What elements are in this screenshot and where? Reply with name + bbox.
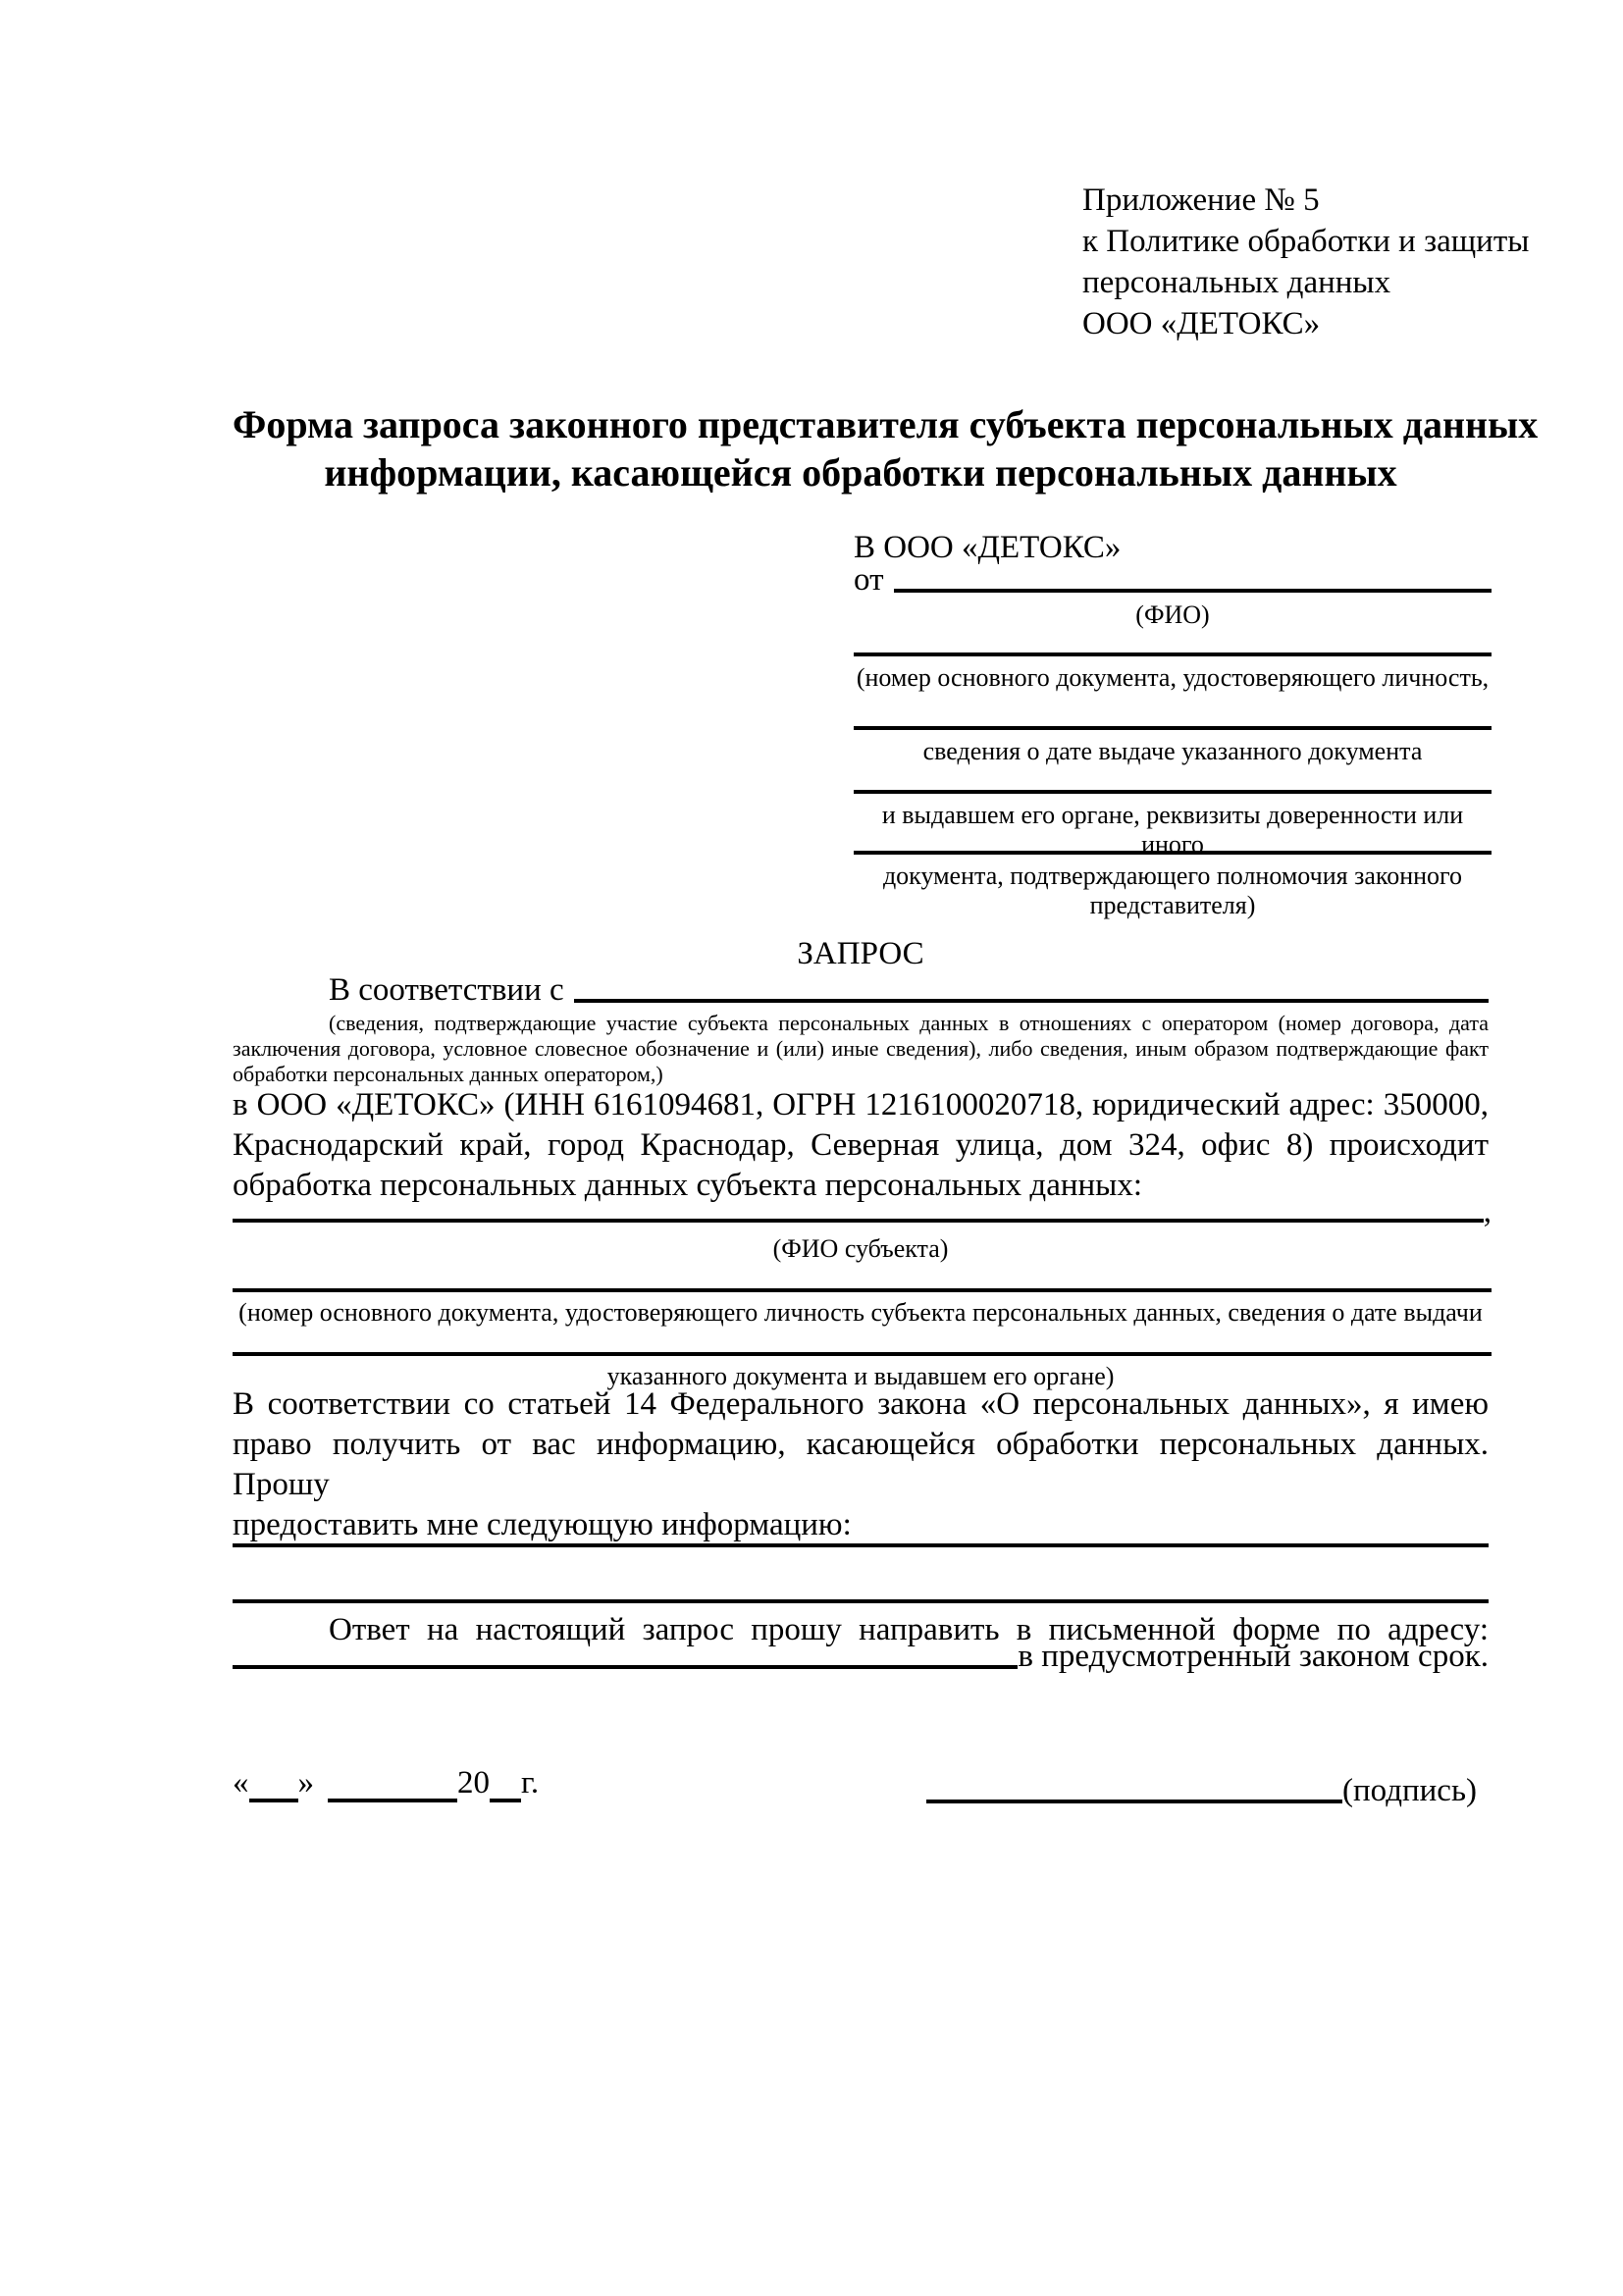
request-heading: ЗАПРОС [797, 936, 924, 971]
operator-paragraph-line: Краснодарский край, город Краснодар, Северная улица, дом 324, офис 8) происходит [233, 1127, 1489, 1163]
fio-blank-line [894, 589, 1492, 593]
signature-caption: (подпись) [1342, 1773, 1477, 1808]
date-month-blank [328, 1765, 457, 1802]
answer-line: Ответ на настоящий запрос прошу направить в письменной форме по адресу: [329, 1612, 1489, 1647]
from-row [854, 561, 1492, 599]
signature-row [926, 1766, 1477, 1809]
blank-caption: (номер основного документа, удостоверяющего личность, [856, 663, 1490, 692]
appendix-note-line: к Политике обработки и защиты [1082, 224, 1530, 259]
rights-paragraph-line: В соответствии со статьей 14 Федерального закона «О персональных данных», я имею [233, 1386, 1489, 1422]
blank-line [854, 726, 1492, 730]
answer-tail: в предусмотренный законом срок. [1018, 1639, 1489, 1674]
subject-doc-caption: (номер основного документа, удостоверяющего личность субъекта персональных данных, сведения о дате выдачи [238, 1298, 1483, 1327]
subject-doc-caption: указанного документа и выдавшем его органе) [606, 1362, 1115, 1390]
rights-paragraph [233, 1384, 1489, 1545]
blank-caption: сведения о дате выдаче указанного документа [922, 737, 1423, 765]
page-title [233, 400, 1539, 496]
from-label: от [854, 562, 884, 598]
page-title-line: информации, касающейся обработки персональных данных [324, 450, 1397, 495]
blank-line [854, 851, 1492, 855]
blank-line [233, 1352, 1492, 1356]
opening-blank-line [574, 999, 1489, 1003]
appendix-note-line: ООО «ДЕТОКС» [1082, 306, 1321, 341]
blank-line [233, 1543, 1489, 1547]
subject-fio-blank-line [233, 1219, 1484, 1223]
date-day-blank [249, 1765, 298, 1802]
opening-caption-line: заключения договора, условное словесное обозначение и (или) иные сведения), либо сведения, иным образом подтверждающие факт [233, 1036, 1489, 1061]
appendix-note-line: персональных данных [1082, 265, 1391, 300]
opening-row [329, 973, 1489, 1009]
blank-caption: и выдавшем его органе, реквизиты доверенности или иного [881, 801, 1464, 859]
opening-caption-line: обработки персональных данных оператором,) [233, 1062, 663, 1086]
rights-paragraph-line: предоставить мне следующую информацию: [233, 1507, 852, 1542]
page-title-line: Форма запроса законного представителя субъекта персональных данных [233, 402, 1539, 446]
blank-line [233, 1599, 1489, 1603]
opening-caption-line: (сведения, подтверждающие участие субъекта персональных данных в отношениях с оператором (номер договора, дата [329, 1011, 1489, 1035]
date-year-blank [490, 1765, 521, 1802]
blank-caption: документа, подтверждающего полномочия законного представителя) [882, 861, 1463, 919]
addressee-org: В ООО «ДЕТОКС» [854, 530, 1122, 565]
year-prefix: 20 [457, 1765, 490, 1800]
close-quote: » [297, 1765, 314, 1800]
appendix-note [1082, 180, 1617, 344]
date-row [233, 1763, 539, 1802]
year-suffix: г. [521, 1765, 540, 1800]
blank-line [854, 652, 1492, 656]
operator-paragraph [233, 1085, 1489, 1206]
operator-paragraph-line: обработка персональных данных субъекта персональных данных: [233, 1168, 1142, 1203]
blank-line [233, 1288, 1492, 1292]
subject-fio-row [233, 1193, 1492, 1228]
blank-line [854, 790, 1492, 794]
opening-label: В соответствии с [329, 972, 564, 1008]
address-blank-line [233, 1665, 1018, 1669]
answer-address-row [233, 1639, 1489, 1675]
rights-paragraph-line: право получить от вас информацию, касающейся обработки персональных данных. Прошу [233, 1427, 1489, 1502]
operator-paragraph-line: в ООО «ДЕТОКС» (ИНН 6161094681, ОГРН 1216100020718, юридический адрес: 350000, [233, 1087, 1489, 1122]
subject-comma: , [1483, 1194, 1492, 1229]
subject-fio-caption: (ФИО субъекта) [772, 1234, 949, 1263]
appendix-note-line: Приложение № 5 [1082, 183, 1320, 218]
fio-caption: (ФИО) [1135, 600, 1210, 629]
signature-blank-line [926, 1800, 1342, 1803]
opening-caption [233, 1011, 1489, 1087]
open-quote: « [233, 1765, 249, 1800]
